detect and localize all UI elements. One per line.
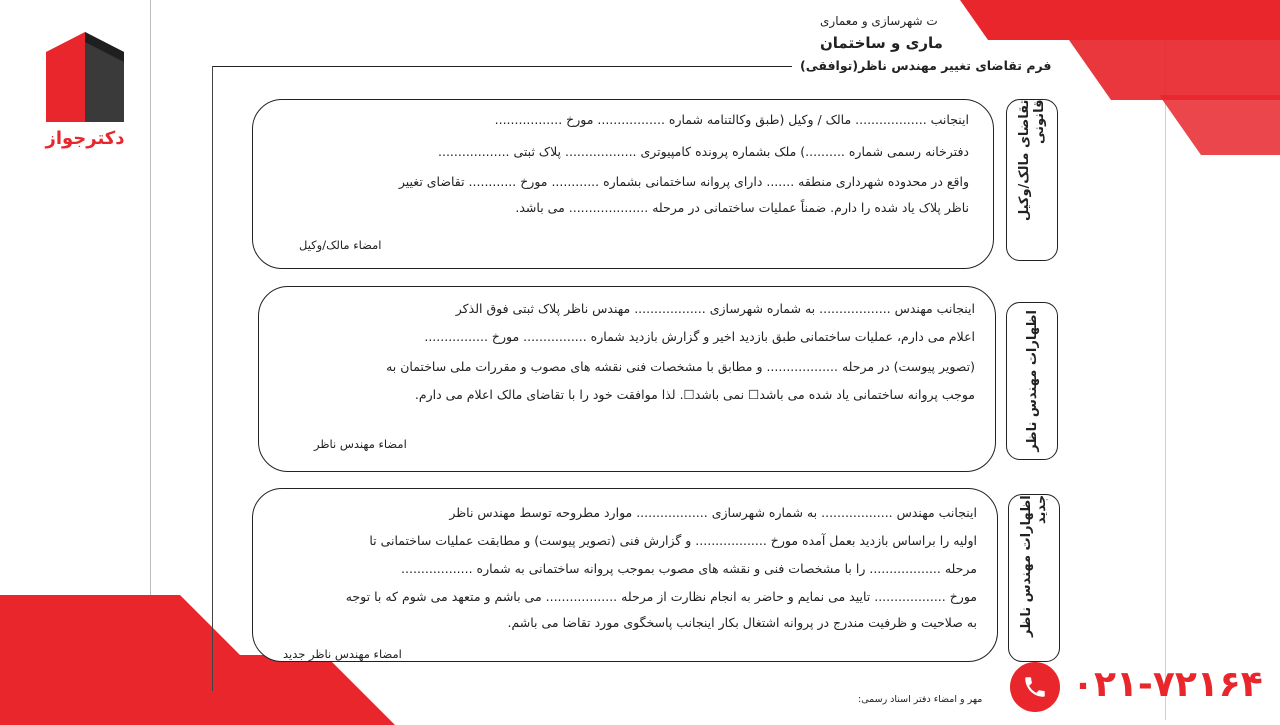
phone-number: ۰۲۱-۷۲۱۶۴ xyxy=(1072,664,1263,705)
house-logo-icon xyxy=(40,32,130,122)
section-2-line-3: (تصویر پیوست) در مرحله .................. و مطابق با مشخصات فنی نقشه های مصوب و مقررات ملی ساختمان به xyxy=(386,359,975,374)
section-1-line-1: اینجانب .................. مالک / وکیل (طبق وکالتنامه شماره ................. مورخ ................. xyxy=(494,112,969,127)
section-3-line-1: اینجانب مهندس .................. به شماره شهرسازی .................. موارد مطروحه توسط مهندس ناظر xyxy=(449,505,977,520)
new-supervisor-statement-box xyxy=(252,488,998,662)
top-right-red-band-2 xyxy=(1069,40,1280,100)
owner-request-side-label: تقاضای مالک/وکیل قانونی xyxy=(1006,99,1058,261)
form-title: فرم تقاضای تغییر مهندس ناظر(توافقی) xyxy=(800,58,1052,73)
bottom-left-red-band-2 xyxy=(0,655,395,725)
notary-seal-note: مهر و امضاء دفتر اسناد رسمی: xyxy=(858,694,983,705)
section-1-line-2: دفترخانه رسمی شماره ..........) ملک بشماره پرونده کامپیوتری .................. پلاک ثبتی .................. xyxy=(438,144,969,159)
top-right-red-band xyxy=(932,0,1280,40)
page-left-rule xyxy=(212,66,213,691)
phone-icon xyxy=(1010,662,1060,712)
supervisor-signature-label: امضاء مهندس ناظر xyxy=(314,437,407,451)
scan-right-edge xyxy=(1165,0,1166,720)
section-2-line-2: اعلام می دارم، عملیات ساختمانی طبق بازدید اخیر و گزارش بازدید شماره ................ مورخ ................ xyxy=(424,329,975,344)
section-2-line-4: موجب پروانه ساختمانی یاد شده می باشد☐ نمی باشد☐. لذا موافقت خود را با تقاضای مالک اعلام می دارم. xyxy=(414,387,975,402)
section-3-line-5: به صلاحیت و ظرفیت مندرج در پروانه اشتغال بکار اینجانب پاسخگوی مورد تقاضا می باشم. xyxy=(507,615,977,630)
section-1-line-4: ناظر پلاک یاد شده را دارم. ضمناً عملیات ساختمانی در مرحله .................... می باشد. xyxy=(515,200,969,215)
header-line-1: ت شهرسازی و معماری xyxy=(820,14,938,28)
supervisor-statement-side-label: اظهارات مهندس ناظر xyxy=(1006,302,1058,460)
logo xyxy=(40,32,130,152)
section-1-line-3: واقع در محدوده شهرداری منطقه ....... دارای پروانه ساختمانی بشماره ............ مورخ ............ تقاضای تغییر xyxy=(398,174,969,189)
section-3-line-3: مرحله .................. را با مشخصات فنی و نقشه های مصوب بموجب پروانه ساختمانی به شماره .................. xyxy=(401,561,977,576)
phone-badge xyxy=(1010,662,1272,712)
header-line-2: ماری و ساختمان xyxy=(820,34,943,52)
section-3-line-4: مورخ .................. تایید می نمایم و حاضر به انجام نظارت از مرحله .................. می باشم و متعهد می شوم که با توجه xyxy=(345,589,977,604)
owner-request-box xyxy=(252,99,994,269)
new-supervisor-side-label: اظهارات مهندس ناظر جدید xyxy=(1008,494,1060,662)
header-rule xyxy=(212,66,792,67)
top-right-red-band-3 xyxy=(1159,95,1280,155)
supervisor-statement-box xyxy=(258,286,996,472)
bottom-left-red-band xyxy=(0,595,240,655)
owner-signature-label: امضاء مالک/وکیل xyxy=(299,238,382,252)
section-2-line-1: اینجانب مهندس .................. به شماره شهرسازی .................. مهندس ناظر پلاک ثبتی فوق الذکر xyxy=(455,301,975,316)
section-3-line-2: اولیه را براساس بازدید بعمل آمده مورخ .................. و گزارش فنی (تصویر پیوست) و مطابقت عملیات ساختمانی تا xyxy=(369,533,977,548)
new-supervisor-signature-label: امضاء مهندس ناظر جدید xyxy=(283,647,402,661)
logo-text: دکترجواز xyxy=(45,128,125,149)
